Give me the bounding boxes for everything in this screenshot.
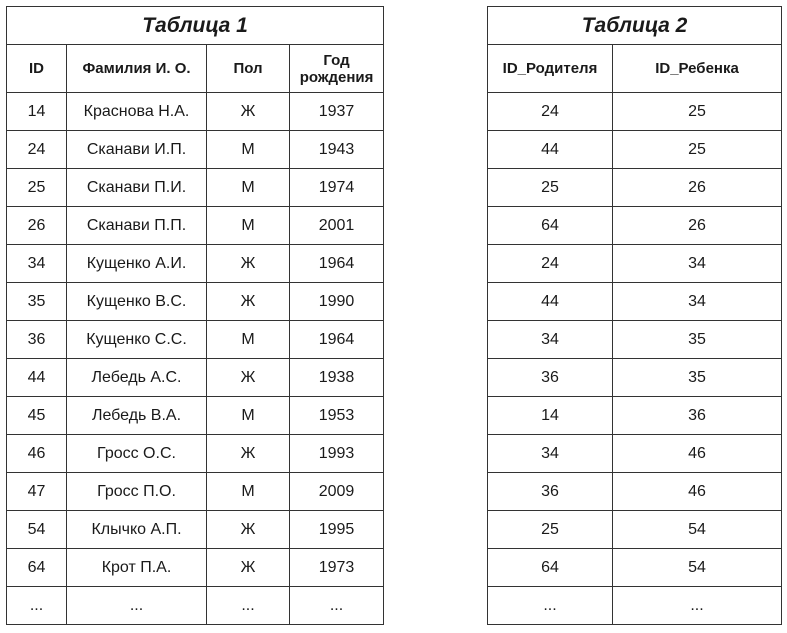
cell-sex: Ж [207, 549, 290, 587]
cell-name: Гросс П.О. [67, 473, 207, 511]
cell-id: 45 [7, 397, 67, 435]
table-row [488, 549, 782, 587]
table-row [7, 169, 384, 207]
cell-birth-year: 1973 [290, 549, 384, 587]
cell-parent-id: 34 [488, 435, 613, 473]
cell-birth-year: 1993 [290, 435, 384, 473]
cell-child-id: 36 [613, 397, 782, 435]
cell-name: Краснова Н.А. [67, 93, 207, 131]
cell-sex: М [207, 207, 290, 245]
cell-id: 35 [7, 283, 67, 321]
table-row [488, 397, 782, 435]
cell-name: Сканави П.П. [67, 207, 207, 245]
cell-sex: Ж [207, 359, 290, 397]
cell-sex: М [207, 397, 290, 435]
table-row [7, 321, 384, 359]
cell-child-id: 26 [613, 207, 782, 245]
cell-name: Клычко А.П. [67, 511, 207, 549]
table-1-header-row [7, 45, 384, 93]
table-row [7, 207, 384, 245]
cell-parent-id: 44 [488, 283, 613, 321]
cell-birth-year: 2009 [290, 473, 384, 511]
cell-sex: Ж [207, 93, 290, 131]
cell-birth-year: 1964 [290, 321, 384, 359]
cell-id: 34 [7, 245, 67, 283]
table-row [488, 321, 782, 359]
cell-child-id: 46 [613, 435, 782, 473]
cell-id: 14 [7, 93, 67, 131]
table-row [7, 511, 384, 549]
column-header-parent-id: ID_Родителя [488, 45, 613, 93]
cell-child-id: 25 [613, 93, 782, 131]
cell-sex: Ж [207, 283, 290, 321]
cell-child-id: 34 [613, 283, 782, 321]
cell-birth-year: 1937 [290, 93, 384, 131]
cell-birth-year: 1990 [290, 283, 384, 321]
cell-id: 54 [7, 511, 67, 549]
cell-id: 24 [7, 131, 67, 169]
table-2-title: Таблица 2 [488, 7, 782, 45]
cell-sex: Ж [207, 435, 290, 473]
cell-parent-id: 24 [488, 93, 613, 131]
table-row [488, 435, 782, 473]
cell-parent-id: 24 [488, 245, 613, 283]
table-row [7, 473, 384, 511]
table-row [488, 93, 782, 131]
cell-birth-year: 1964 [290, 245, 384, 283]
cell-sex: М [207, 131, 290, 169]
cell-birth-year: 1938 [290, 359, 384, 397]
table-row [7, 93, 384, 131]
table-2 [487, 6, 782, 625]
table-row [7, 245, 384, 283]
table-1-title: Таблица 1 [7, 7, 384, 45]
cell-name: Крот П.А. [67, 549, 207, 587]
cell-parent-id: ... [488, 587, 613, 625]
table-row [488, 245, 782, 283]
column-header-child-id: ID_Ребенка [613, 45, 782, 93]
cell-id: ... [7, 587, 67, 625]
cell-sex: Ж [207, 511, 290, 549]
cell-child-id: 35 [613, 359, 782, 397]
cell-name: Лебедь В.А. [67, 397, 207, 435]
cell-birth-year: 1953 [290, 397, 384, 435]
table-row [488, 207, 782, 245]
table-row [7, 397, 384, 435]
cell-child-id: 34 [613, 245, 782, 283]
table-row [488, 283, 782, 321]
cell-name: Сканави П.И. [67, 169, 207, 207]
cell-sex: ... [207, 587, 290, 625]
cell-name: Кущенко А.И. [67, 245, 207, 283]
table-row [7, 435, 384, 473]
cell-parent-id: 36 [488, 473, 613, 511]
cell-birth-year: 2001 [290, 207, 384, 245]
cell-id: 64 [7, 549, 67, 587]
table-row [488, 473, 782, 511]
cell-sex: М [207, 473, 290, 511]
cell-parent-id: 25 [488, 169, 613, 207]
cell-birth-year: 1995 [290, 511, 384, 549]
column-header-name: Фамилия И. О. [67, 45, 207, 93]
table-2-header-row [488, 45, 782, 93]
cell-sex: Ж [207, 245, 290, 283]
table-row [7, 587, 384, 625]
cell-id: 44 [7, 359, 67, 397]
table-row [7, 131, 384, 169]
cell-child-id: ... [613, 587, 782, 625]
cell-name: Гросс О.С. [67, 435, 207, 473]
cell-parent-id: 36 [488, 359, 613, 397]
cell-id: 46 [7, 435, 67, 473]
cell-name: Сканави И.П. [67, 131, 207, 169]
cell-id: 36 [7, 321, 67, 359]
cell-parent-id: 44 [488, 131, 613, 169]
cell-parent-id: 34 [488, 321, 613, 359]
cell-child-id: 25 [613, 131, 782, 169]
column-header-birth-year: Год рождения [290, 45, 384, 93]
cell-id: 25 [7, 169, 67, 207]
table-row [488, 511, 782, 549]
cell-child-id: 54 [613, 511, 782, 549]
column-header-sex: Пол [207, 45, 290, 93]
cell-id: 47 [7, 473, 67, 511]
cell-name: Кущенко С.С. [67, 321, 207, 359]
cell-child-id: 46 [613, 473, 782, 511]
cell-name: ... [67, 587, 207, 625]
table-row [488, 169, 782, 207]
cell-child-id: 26 [613, 169, 782, 207]
table-1 [6, 6, 384, 625]
table-row [488, 131, 782, 169]
table-row [7, 359, 384, 397]
cell-birth-year: ... [290, 587, 384, 625]
cell-child-id: 54 [613, 549, 782, 587]
table-row [7, 283, 384, 321]
cell-birth-year: 1943 [290, 131, 384, 169]
cell-parent-id: 64 [488, 549, 613, 587]
cell-parent-id: 64 [488, 207, 613, 245]
table-row [488, 359, 782, 397]
cell-parent-id: 25 [488, 511, 613, 549]
table-row [488, 587, 782, 625]
cell-sex: М [207, 169, 290, 207]
table-row [7, 549, 384, 587]
cell-name: Лебедь А.С. [67, 359, 207, 397]
cell-sex: М [207, 321, 290, 359]
cell-id: 26 [7, 207, 67, 245]
cell-birth-year: 1974 [290, 169, 384, 207]
cell-parent-id: 14 [488, 397, 613, 435]
column-header-id: ID [7, 45, 67, 93]
cell-child-id: 35 [613, 321, 782, 359]
cell-name: Кущенко В.С. [67, 283, 207, 321]
